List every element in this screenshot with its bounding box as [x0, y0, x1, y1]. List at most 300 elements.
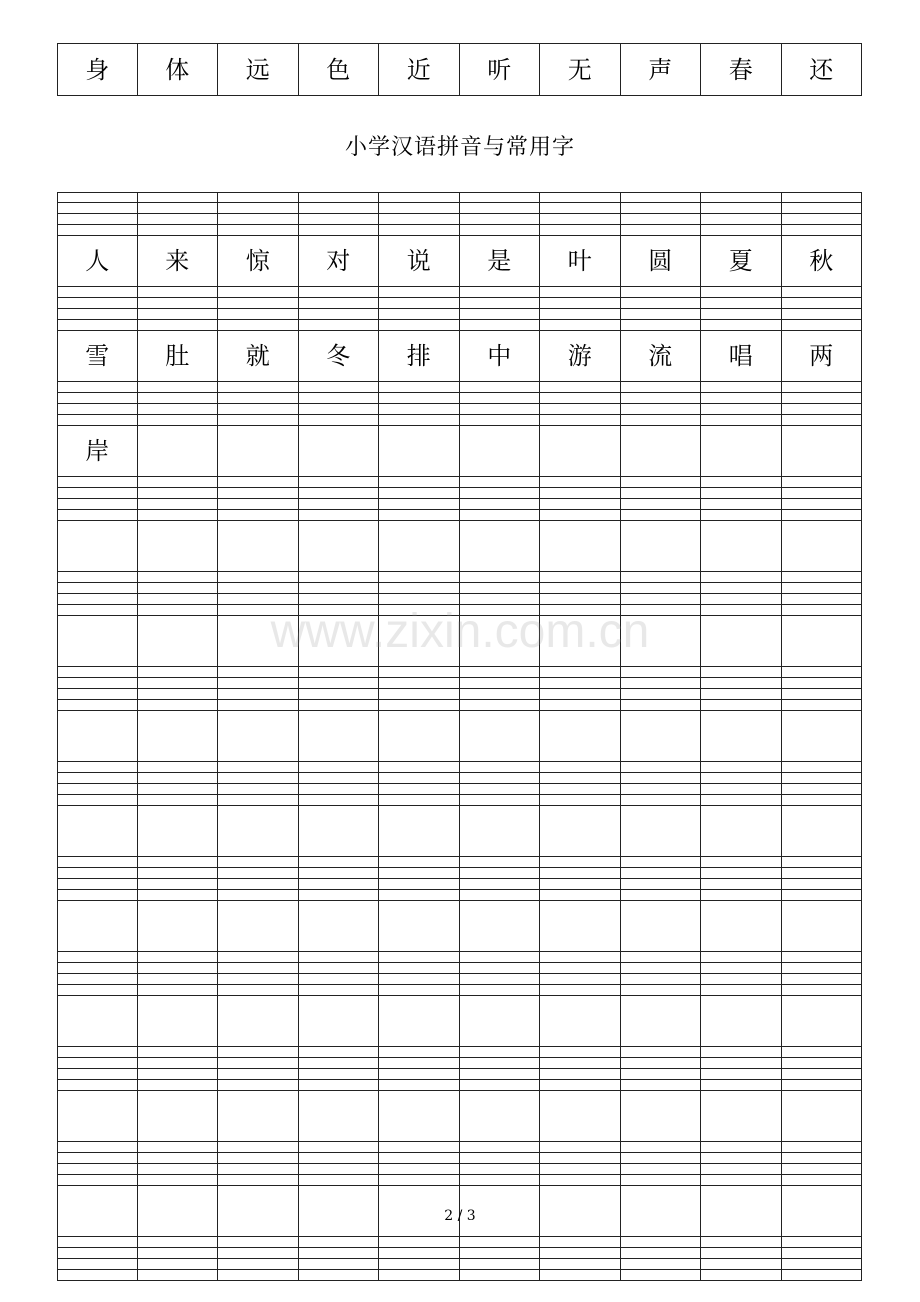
pinyin-line — [57, 667, 862, 678]
pinyin-cell — [621, 689, 702, 700]
pinyin-cell — [540, 1047, 621, 1058]
character-cell — [379, 236, 460, 287]
pinyin-cell — [57, 309, 138, 320]
pinyin-cell — [782, 1047, 863, 1058]
pinyin-cell — [460, 1237, 541, 1248]
pinyin-line — [57, 594, 862, 605]
pinyin-cell — [379, 773, 460, 784]
pinyin-cell — [460, 974, 541, 985]
pinyin-cell — [460, 583, 541, 594]
character-cell — [218, 711, 299, 762]
pinyin-cell — [540, 678, 621, 689]
pinyin-cell — [299, 477, 380, 488]
pinyin-cell — [218, 382, 299, 393]
pinyin-cell — [299, 868, 380, 879]
pinyin-cell — [701, 773, 782, 784]
pinyin-cell — [460, 1248, 541, 1259]
pinyin-line — [57, 868, 862, 879]
character-cell — [218, 331, 299, 382]
character-cell — [379, 901, 460, 952]
pinyin-line — [57, 974, 862, 985]
pinyin-cell — [701, 700, 782, 711]
pinyin-cell — [701, 974, 782, 985]
pinyin-cell — [138, 320, 219, 331]
pinyin-cell — [138, 1080, 219, 1091]
pinyin-cell — [460, 1259, 541, 1270]
character-cell — [701, 331, 782, 382]
pinyin-cell — [540, 393, 621, 404]
character-text: 岸 — [85, 437, 110, 465]
pinyin-cell — [379, 890, 460, 901]
pinyin-cell — [299, 890, 380, 901]
pinyin-cell — [701, 1142, 782, 1153]
pinyin-cell — [540, 1237, 621, 1248]
pinyin-cell — [621, 667, 702, 678]
pinyin-cell — [621, 678, 702, 689]
pinyin-cell — [57, 1237, 138, 1248]
pinyin-cell — [701, 1237, 782, 1248]
pinyin-line — [57, 890, 862, 901]
pinyin-cell — [540, 1248, 621, 1259]
pinyin-cell — [782, 320, 863, 331]
pinyin-cell — [57, 404, 138, 415]
pinyin-cell — [540, 298, 621, 309]
pinyin-cell — [138, 287, 219, 298]
pinyin-cell — [57, 700, 138, 711]
pinyin-cell — [218, 1259, 299, 1270]
character-cell — [299, 43, 380, 96]
pinyin-cell — [540, 1270, 621, 1281]
pinyin-cell — [218, 1153, 299, 1164]
pinyin-cell — [540, 689, 621, 700]
pinyin-cell — [782, 1237, 863, 1248]
character-cell — [218, 426, 299, 477]
character-text: 冬 — [326, 342, 351, 370]
character-cell — [218, 996, 299, 1047]
pinyin-cell — [701, 1259, 782, 1270]
pinyin-cell — [379, 605, 460, 616]
pinyin-cell — [138, 583, 219, 594]
pinyin-cell — [540, 868, 621, 879]
pinyin-cell — [57, 857, 138, 868]
top-character-table — [57, 43, 862, 96]
pinyin-cell — [299, 320, 380, 331]
pinyin-line — [57, 985, 862, 996]
pinyin-cell — [621, 952, 702, 963]
pinyin-cell — [379, 1248, 460, 1259]
pinyin-line — [57, 773, 862, 784]
pinyin-cell — [299, 404, 380, 415]
pinyin-line — [57, 1237, 862, 1248]
pinyin-cell — [299, 1069, 380, 1080]
pinyin-cell — [379, 298, 460, 309]
pinyin-cell — [621, 192, 702, 203]
pinyin-cell — [299, 225, 380, 236]
pinyin-cell — [782, 963, 863, 974]
pinyin-cell — [218, 1237, 299, 1248]
pinyin-cell — [379, 1153, 460, 1164]
pinyin-cell — [621, 1069, 702, 1080]
pinyin-cell — [57, 963, 138, 974]
character-cell — [379, 996, 460, 1047]
pinyin-cell — [540, 488, 621, 499]
character-text: 来 — [165, 247, 190, 275]
pinyin-cell — [379, 1069, 460, 1080]
pinyin-cell — [621, 1142, 702, 1153]
pinyin-cell — [460, 784, 541, 795]
pinyin-cell — [218, 203, 299, 214]
pinyin-cell — [621, 203, 702, 214]
pinyin-cell — [460, 298, 541, 309]
pinyin-line — [57, 404, 862, 415]
pinyin-cell — [218, 890, 299, 901]
pinyin-line — [57, 1270, 862, 1281]
pinyin-cell — [379, 1164, 460, 1175]
character-cell — [782, 806, 863, 857]
character-cell — [57, 1091, 138, 1142]
character-text: 就 — [245, 342, 270, 370]
pinyin-cell — [460, 1153, 541, 1164]
pinyin-cell — [379, 214, 460, 225]
pinyin-cell — [138, 404, 219, 415]
character-row — [57, 711, 862, 762]
character-text: 圆 — [648, 247, 673, 275]
pinyin-cell — [701, 890, 782, 901]
pinyin-cell — [218, 985, 299, 996]
pinyin-cell — [299, 857, 380, 868]
pinyin-cell — [782, 225, 863, 236]
pinyin-cell — [701, 795, 782, 806]
pinyin-cell — [701, 415, 782, 426]
pinyin-cell — [701, 1153, 782, 1164]
pinyin-cell — [782, 974, 863, 985]
pinyin-cell — [540, 1069, 621, 1080]
pinyin-cell — [218, 1047, 299, 1058]
pinyin-cell — [57, 1142, 138, 1153]
pinyin-cell — [299, 1142, 380, 1153]
pinyin-cell — [138, 974, 219, 985]
pinyin-cell — [621, 594, 702, 605]
pinyin-cell — [782, 700, 863, 711]
pinyin-cell — [460, 773, 541, 784]
pinyin-cell — [460, 689, 541, 700]
pinyin-cell — [540, 1080, 621, 1091]
pinyin-cell — [621, 287, 702, 298]
pinyin-cell — [701, 583, 782, 594]
pinyin-cell — [621, 1237, 702, 1248]
pinyin-cell — [138, 963, 219, 974]
pinyin-cell — [138, 1142, 219, 1153]
pinyin-cell — [299, 1175, 380, 1186]
character-cell — [540, 1091, 621, 1142]
pinyin-cell — [218, 974, 299, 985]
pinyin-cell — [138, 985, 219, 996]
pinyin-cell — [701, 477, 782, 488]
pinyin-cell — [540, 214, 621, 225]
pinyin-cell — [782, 1058, 863, 1069]
pinyin-cell — [621, 868, 702, 879]
character-cell — [57, 901, 138, 952]
pinyin-cell — [299, 1259, 380, 1270]
pinyin-cell — [379, 192, 460, 203]
pinyin-cell — [460, 985, 541, 996]
pinyin-cell — [379, 499, 460, 510]
character-cell — [621, 236, 702, 287]
pinyin-cell — [218, 214, 299, 225]
pinyin-cell — [782, 773, 863, 784]
pinyin-cell — [379, 985, 460, 996]
pinyin-cell — [701, 952, 782, 963]
character-cell — [621, 901, 702, 952]
pinyin-cell — [218, 320, 299, 331]
pinyin-cell — [138, 667, 219, 678]
character-text: 远 — [245, 55, 270, 84]
pinyin-cell — [379, 320, 460, 331]
pinyin-cell — [460, 879, 541, 890]
pinyin-cell — [460, 382, 541, 393]
pinyin-cell — [460, 795, 541, 806]
pinyin-cell — [218, 499, 299, 510]
character-text: 叶 — [567, 247, 592, 275]
pinyin-cell — [701, 404, 782, 415]
pinyin-cell — [57, 890, 138, 901]
pinyin-cell — [460, 1058, 541, 1069]
character-cell — [138, 901, 219, 952]
pinyin-cell — [299, 298, 380, 309]
pinyin-cell — [138, 784, 219, 795]
pinyin-cell — [701, 192, 782, 203]
character-cell — [460, 711, 541, 762]
pinyin-cell — [782, 192, 863, 203]
pinyin-cell — [621, 393, 702, 404]
pinyin-cell — [299, 879, 380, 890]
pinyin-cell — [57, 1248, 138, 1259]
pinyin-cell — [782, 298, 863, 309]
pinyin-cell — [540, 382, 621, 393]
pinyin-line — [57, 605, 862, 616]
character-cell — [57, 43, 138, 96]
character-text: 中 — [487, 342, 512, 370]
pinyin-cell — [540, 320, 621, 331]
pinyin-cell — [460, 488, 541, 499]
pinyin-cell — [621, 1248, 702, 1259]
pinyin-cell — [540, 985, 621, 996]
pinyin-cell — [379, 1237, 460, 1248]
pinyin-cell — [299, 773, 380, 784]
pinyin-cell — [379, 1175, 460, 1186]
pinyin-cell — [299, 1153, 380, 1164]
pinyin-cell — [57, 583, 138, 594]
pinyin-cell — [701, 214, 782, 225]
pinyin-cell — [379, 762, 460, 773]
pinyin-cell — [540, 974, 621, 985]
pinyin-cell — [57, 499, 138, 510]
character-cell — [138, 426, 219, 477]
pinyin-cell — [621, 1270, 702, 1281]
pinyin-cell — [701, 868, 782, 879]
pinyin-cell — [218, 1058, 299, 1069]
character-cell — [701, 616, 782, 667]
pinyin-cell — [540, 572, 621, 583]
character-cell — [379, 711, 460, 762]
pinyin-line — [57, 1175, 862, 1186]
pinyin-cell — [379, 225, 460, 236]
pinyin-line — [57, 488, 862, 499]
character-cell — [621, 521, 702, 572]
pinyin-cell — [299, 700, 380, 711]
pinyin-cell — [218, 868, 299, 879]
pinyin-cell — [57, 605, 138, 616]
pinyin-cell — [57, 594, 138, 605]
pinyin-cell — [701, 1270, 782, 1281]
pinyin-cell — [138, 678, 219, 689]
pinyin-cell — [621, 857, 702, 868]
pinyin-cell — [701, 1080, 782, 1091]
pinyin-cell — [782, 477, 863, 488]
character-cell — [540, 236, 621, 287]
character-text: 无 — [567, 55, 592, 84]
pinyin-cell — [138, 382, 219, 393]
pinyin-cell — [782, 203, 863, 214]
pinyin-cell — [138, 1164, 219, 1175]
character-cell — [540, 901, 621, 952]
pinyin-cell — [57, 678, 138, 689]
character-cell — [621, 1091, 702, 1142]
character-cell — [782, 426, 863, 477]
pinyin-cell — [138, 795, 219, 806]
character-cell — [782, 996, 863, 1047]
character-row — [57, 996, 862, 1047]
pinyin-cell — [782, 572, 863, 583]
character-text: 两 — [809, 342, 834, 370]
pinyin-cell — [299, 572, 380, 583]
pinyin-cell — [379, 1047, 460, 1058]
pinyin-cell — [57, 762, 138, 773]
pinyin-cell — [218, 287, 299, 298]
pinyin-cell — [299, 1237, 380, 1248]
character-text: 体 — [165, 55, 190, 84]
pinyin-cell — [299, 203, 380, 214]
pinyin-cell — [540, 1259, 621, 1270]
pinyin-cell — [299, 952, 380, 963]
pinyin-line — [57, 393, 862, 404]
pinyin-line — [57, 795, 862, 806]
pinyin-cell — [621, 309, 702, 320]
character-cell — [460, 616, 541, 667]
pinyin-cell — [460, 963, 541, 974]
pinyin-cell — [218, 773, 299, 784]
pinyin-cell — [782, 605, 863, 616]
pinyin-cell — [57, 192, 138, 203]
pinyin-cell — [57, 488, 138, 499]
pinyin-line — [57, 225, 862, 236]
character-row — [57, 616, 862, 667]
pinyin-cell — [138, 1237, 219, 1248]
pinyin-cell — [218, 667, 299, 678]
pinyin-cell — [138, 879, 219, 890]
pinyin-cell — [621, 1164, 702, 1175]
pinyin-cell — [621, 572, 702, 583]
pinyin-cell — [621, 974, 702, 985]
character-cell — [218, 1091, 299, 1142]
pinyin-cell — [218, 477, 299, 488]
pinyin-cell — [460, 1069, 541, 1080]
character-text: 夏 — [728, 247, 753, 275]
character-cell — [621, 331, 702, 382]
pinyin-cell — [138, 952, 219, 963]
pinyin-cell — [701, 1047, 782, 1058]
character-cell — [460, 901, 541, 952]
pinyin-cell — [621, 1175, 702, 1186]
pinyin-cell — [299, 1270, 380, 1281]
pinyin-cell — [701, 689, 782, 700]
character-cell — [299, 806, 380, 857]
pinyin-cell — [540, 795, 621, 806]
pinyin-cell — [379, 309, 460, 320]
pinyin-cell — [460, 667, 541, 678]
pinyin-line — [57, 952, 862, 963]
watermark: www.zixin.com.cn — [270, 605, 650, 658]
pinyin-cell — [460, 287, 541, 298]
character-cell — [218, 43, 299, 96]
pinyin-cell — [782, 890, 863, 901]
pinyin-cell — [138, 1270, 219, 1281]
pinyin-cell — [621, 1058, 702, 1069]
pinyin-cell — [460, 605, 541, 616]
character-cell — [379, 1091, 460, 1142]
pinyin-cell — [138, 700, 219, 711]
pinyin-cell — [621, 499, 702, 510]
pinyin-cell — [379, 1259, 460, 1270]
pinyin-cell — [299, 510, 380, 521]
pinyin-cell — [379, 203, 460, 214]
pinyin-cell — [701, 1175, 782, 1186]
character-cell — [621, 616, 702, 667]
character-cell — [540, 806, 621, 857]
pinyin-cell — [621, 784, 702, 795]
pinyin-cell — [138, 309, 219, 320]
character-cell — [540, 426, 621, 477]
pinyin-cell — [460, 700, 541, 711]
pinyin-cell — [138, 857, 219, 868]
pinyin-cell — [460, 762, 541, 773]
pinyin-cell — [782, 1164, 863, 1175]
character-text: 色 — [326, 55, 351, 84]
character-row — [57, 331, 862, 382]
character-text: 雪 — [85, 342, 110, 370]
pinyin-cell — [57, 298, 138, 309]
pinyin-cell — [299, 795, 380, 806]
character-cell — [218, 236, 299, 287]
pinyin-cell — [621, 879, 702, 890]
pinyin-line — [57, 572, 862, 583]
pinyin-line — [57, 1069, 862, 1080]
pinyin-cell — [138, 192, 219, 203]
pinyin-line — [57, 762, 862, 773]
pinyin-line — [57, 477, 862, 488]
character-row — [57, 426, 862, 477]
character-cell — [701, 711, 782, 762]
pinyin-cell — [460, 214, 541, 225]
pinyin-cell — [299, 1248, 380, 1259]
character-cell — [782, 43, 863, 96]
pinyin-cell — [379, 678, 460, 689]
pinyin-cell — [621, 415, 702, 426]
pinyin-cell — [701, 784, 782, 795]
character-cell — [782, 521, 863, 572]
character-cell — [299, 236, 380, 287]
pinyin-cell — [782, 1069, 863, 1080]
